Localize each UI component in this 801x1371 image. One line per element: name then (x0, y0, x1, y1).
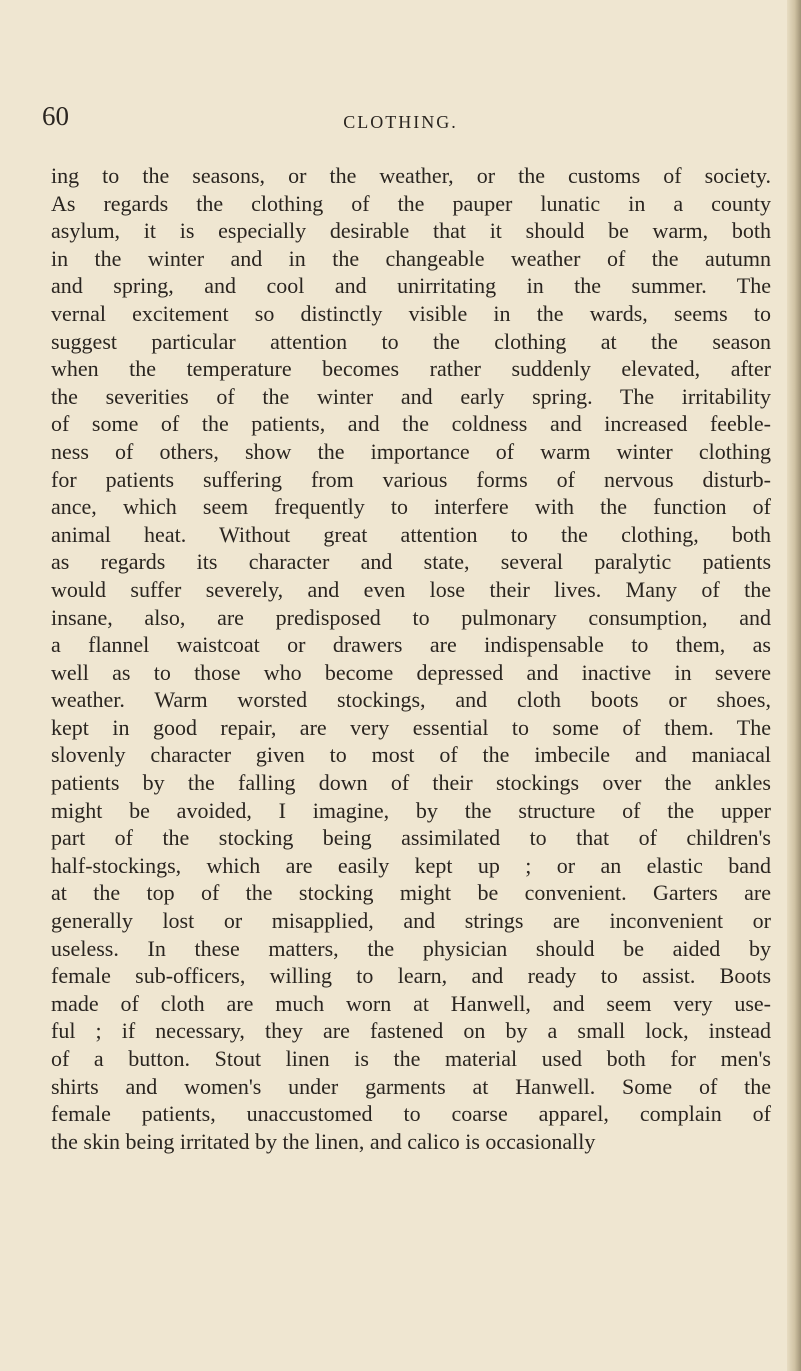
text-line: might be avoided, I imagine, by the structure of the upper (51, 797, 771, 823)
running-head: CLOTHING. (343, 112, 458, 132)
page-edge-shadow (787, 0, 801, 1371)
text-line: the skin being irritated by the linen, and calico is occasionally (51, 1128, 596, 1154)
body-text (51, 162, 771, 1155)
text-line: a flannel waistcoat or drawers are indispensable to them, as (51, 632, 771, 658)
text-line: and spring, and cool and unirritating in the summer. The (51, 273, 771, 299)
text-line: ness of others, show the importance of warm winter clothing (51, 438, 771, 464)
text-line: As regards the clothing of the pauper lunatic in a county (51, 190, 771, 216)
text-line: the severities of the winter and early spring. The irritability (51, 383, 771, 409)
text-line: for patients suffering from various forms of nervous disturb- (51, 466, 771, 492)
text-line: made of cloth are much worn at Hanwell, and seem very use- (51, 990, 771, 1016)
text-line: female sub-officers, willing to learn, and ready to assist. Boots (51, 963, 771, 989)
text-line: ful ; if necessary, they are fastened on by a small lock, instead (51, 1018, 771, 1044)
page-number: 60 (42, 101, 69, 131)
text-line: part of the stocking being assimilated to that of children's (51, 825, 771, 851)
text-line: weather. Warm worsted stockings, and cloth boots or shoes, (51, 687, 771, 713)
text-line: half-stockings, which are easily kept up ; or an elastic band (51, 852, 771, 878)
text-line: would suffer severely, and even lose their lives. Many of the (51, 576, 771, 602)
text-line: useless. In these matters, the physician should be aided by (51, 935, 771, 961)
text-line: when the temperature becomes rather suddenly elevated, after (51, 356, 771, 382)
text-line: at the top of the stocking might be convenient. Garters are (51, 880, 771, 906)
text-line: female patients, unaccustomed to coarse apparel, complain of (51, 1101, 771, 1127)
text-line: of some of the patients, and the coldness and increased feeble- (51, 411, 771, 437)
text-line: slovenly character given to most of the imbecile and maniacal (51, 742, 771, 768)
text-line: shirts and women's under garments at Hanwell. Some of the (51, 1073, 771, 1099)
text-line: asylum, it is especially desirable that it should be warm, both (51, 218, 771, 244)
text-line: patients by the falling down of their stockings over the ankles (51, 770, 771, 796)
text-line: vernal excitement so distinctly visible in the wards, seems to (51, 300, 771, 326)
text-line: kept in good repair, are very essential to some of them. The (51, 714, 771, 740)
text-line: ing to the seasons, or the weather, or the customs of society. (51, 163, 771, 188)
text-line: generally lost or misapplied, and strings are inconvenient or (51, 908, 771, 934)
text-line: ance, which seem frequently to interfere with the function of (51, 494, 771, 520)
text-line: insane, also, are predisposed to pulmonary consumption, and (51, 604, 771, 630)
text-line: in the winter and in the changeable weather of the autumn (51, 245, 771, 271)
text-line: suggest particular attention to the clothing at the season (51, 328, 771, 354)
text-line: well as to those who become depressed and inactive in severe (51, 659, 771, 685)
text-line: of a button. Stout linen is the material used both for men's (51, 1046, 771, 1071)
text-line: as regards its character and state, several paralytic patients (51, 549, 771, 575)
text-line: animal heat. Without great attention to the clothing, both (51, 521, 771, 547)
